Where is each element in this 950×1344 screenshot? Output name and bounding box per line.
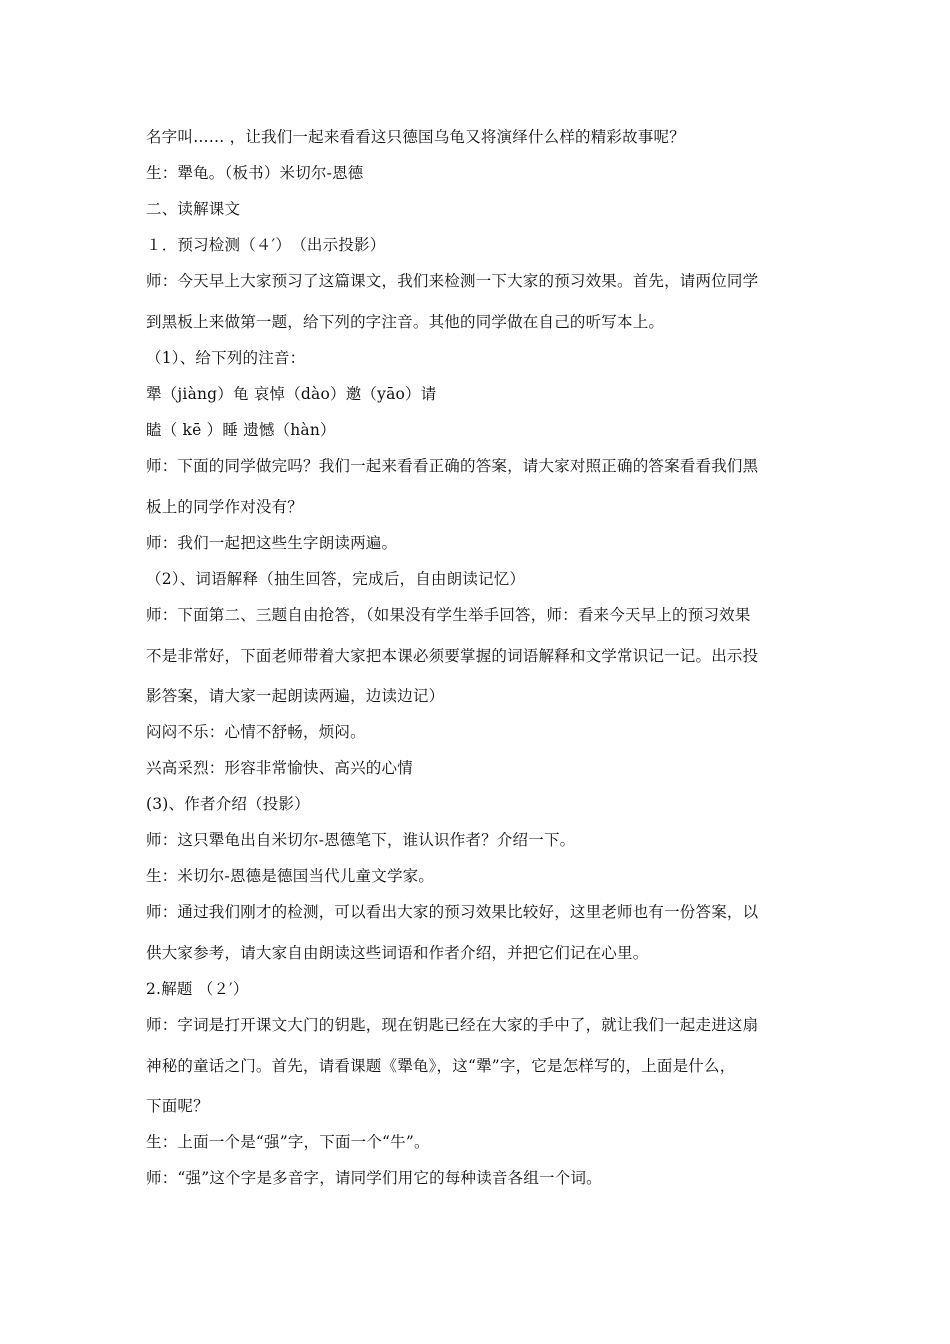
subsection-heading: 2.解题 （２′）	[146, 980, 249, 998]
text-line: 师：下面第二、三题自由抢答，（如果没有学生举手回答，师：看来今天早上的预习效果	[146, 606, 751, 624]
text-line: 不是非常好，下面老师带着大家把本课必须要掌握的词语解释和文学常识记一记。出示投	[146, 647, 759, 665]
text-line: 板上的同学作对没有？	[146, 498, 304, 516]
text-line: 犟（jiàng）龟 哀悼（dào）邀（yāo）请	[146, 385, 437, 403]
text-line: 师：这只犟龟出自米切尔-恩德笔下，谁认识作者？介绍一下。	[146, 831, 576, 849]
text-line: （2）、词语解释（抽生回答，完成后，自由朗读记忆）	[146, 570, 526, 588]
text-line: 师：我们一起把这些生字朗读两遍。	[146, 534, 398, 552]
text-line: （1）、给下列的注音：	[146, 349, 306, 367]
text-line: 师：“强”这个字是多音字，请同学们用它的每种读音各组一个词。	[146, 1169, 602, 1187]
text-line: 师：今天早上大家预习了这篇课文，我们来检测一下大家的预习效果。首先，请两位同学	[146, 272, 759, 290]
text-line: 闷闷不乐：心情不舒畅，烦闷。	[146, 723, 366, 741]
text-line: 影答案，请大家一起朗读两遍，边读边记）	[146, 687, 445, 705]
text-line: 师：字词是打开课文大门的钥匙，现在钥匙已经在大家的手中了，就让我们一起走进这扇	[146, 1016, 759, 1034]
text-line: 师：下面的同学做完吗？我们一起来看看正确的答案，请大家对照正确的答案看看我们黑	[146, 457, 759, 475]
text-line: 兴高采烈：形容非常愉快、高兴的心情	[146, 759, 413, 777]
subsection-heading: １．预习检测（４′） （出示投影）	[146, 236, 386, 254]
text-line: 生：犟龟。（板书）米切尔-恩德	[146, 164, 364, 182]
section-heading: 二、读解课文	[146, 200, 241, 218]
text-line: 瞌（ kē ）睡 遗憾（hàn）	[146, 421, 336, 439]
text-line: (3)、作者介绍（投影）	[146, 795, 310, 813]
text-line: 神秘的童话之门。首先，请看课题《犟龟》，这“犟”字，它是怎样写的，上面是什么，	[146, 1057, 736, 1075]
text-line: 供大家参考，请大家自由朗读这些词语和作者介绍，并把它们记在心里。	[146, 944, 649, 962]
text-line: 师：通过我们刚才的检测，可以看出大家的预习效果比较好，这里老师也有一份答案，以	[146, 903, 759, 921]
text-line: 名字叫…… ，让我们一起来看看这只德国乌龟又将演绎什么样的精彩故事呢？	[146, 128, 685, 146]
text-line: 生：米切尔-恩德是德国当代儿童文学家。	[146, 867, 435, 885]
text-line: 下面呢？	[146, 1097, 209, 1115]
text-line: 到黑板上来做第一题，给下列的字注音。其他的同学做在自己的听写本上。	[146, 313, 665, 331]
text-line: 生：上面一个是“强”字，下面一个“牛”。	[146, 1133, 430, 1151]
